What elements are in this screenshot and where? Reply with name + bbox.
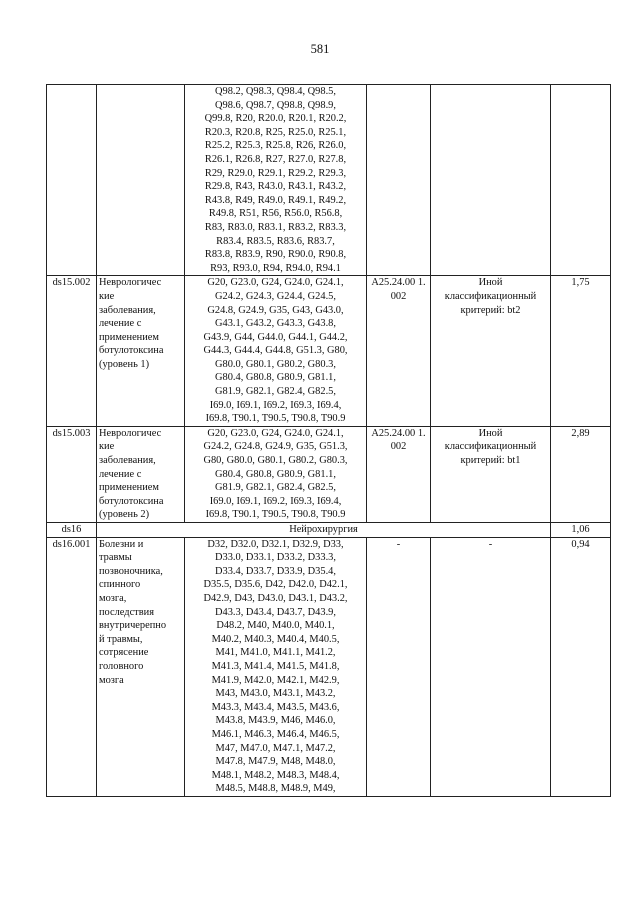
kpg-name-line: (уровень 2) [99, 509, 150, 521]
service-code-cell [367, 537, 431, 796]
other-criterion-cell [431, 426, 551, 522]
mkb-codes-line: R20.3, R20.8, R25, R25.0, R25.1, [204, 126, 347, 138]
kpg-name-line: й травмы, [99, 633, 143, 645]
kpg-code: ds16.001 [52, 538, 91, 550]
mkb-codes-line: R29.8, R43, R43.0, R43.1, R43.2, [204, 181, 347, 193]
table-row [47, 537, 611, 796]
mkb-codes-cell [185, 426, 367, 522]
mkb-codes-line: I69.0, I69.1, I69.2, I69.3, I69.4, [209, 495, 342, 507]
mkb-codes-line: D42.9, D43, D43.0, D43.1, D43.2, [203, 592, 348, 604]
coefficient-cell [551, 426, 611, 522]
service-code-cell [367, 276, 431, 427]
section-title: Нейрохирургия [289, 524, 358, 535]
kpg-name-line: лечение с [99, 318, 142, 330]
mkb-codes-line: D32, D32.0, D32.1, D32.9, D33, [207, 538, 344, 550]
mkb-codes-line: R43.8, R49, R49.0, R49.1, R49.2, [204, 194, 347, 206]
kpg-name-line: ботулотоксина [99, 345, 164, 357]
mkb-codes-line: G80.4, G80.8, G80.9, G81.1, [215, 372, 336, 384]
coefficient-cell [551, 85, 611, 276]
section-code: ds16 [61, 524, 82, 535]
mkb-codes-line: G80, G80.0, G80.1, G80.2, G80.3, [203, 455, 348, 467]
kpg-name-line: Болезни и [99, 538, 144, 550]
mkb-codes-line: M48.5, M48.8, M48.9, M49, [215, 783, 336, 795]
coefficient: 1,75 [571, 277, 590, 289]
mkb-codes-cell [185, 276, 367, 427]
service-code: A25.24.00 1.002 [371, 277, 426, 302]
kpg-name-line: мозга [99, 674, 124, 686]
service-code: A25.24.00 1.002 [371, 427, 426, 453]
kpg-code-cell [47, 276, 97, 427]
page-number: 581 [310, 42, 330, 56]
kpg-name-line: травмы [99, 552, 132, 564]
mkb-codes-line: G20, G23.0, G24, G24.0, G24.1, [207, 427, 344, 439]
kpg-name-line: заболевания, [99, 455, 156, 467]
kpg-name-line: последствия [99, 606, 154, 618]
tariff-table [46, 84, 611, 797]
service-code: - [396, 538, 401, 550]
kpg-code-cell [47, 537, 97, 796]
mkb-codes-line: M47, M47.0, M47.1, M47.2, [215, 742, 336, 754]
mkb-codes-line: G20, G23.0, G24, G24.0, G24.1, [207, 277, 344, 289]
mkb-codes-line: G24.2, G24.8, G24.9, G35, G51.3, [203, 441, 348, 453]
table-row [47, 426, 611, 522]
mkb-codes-line: R49.8, R51, R56, R56.0, R56.8, [208, 208, 343, 220]
kpg-name-line: лечение с [99, 468, 142, 480]
mkb-codes-line: G44.3, G44.4, G44.8, G51.3, G80, [203, 345, 348, 357]
table-row [47, 85, 611, 276]
mkb-codes-line: G24.8, G24.9, G35, G43, G43.0, [207, 304, 344, 316]
mkb-codes-line: R26.1, R26.8, R27, R27.0, R27.8, [204, 153, 347, 165]
kpg-name-line: спинного [99, 579, 141, 591]
mkb-codes-line: R83.4, R83.5, R83.6, R83.7, [216, 235, 335, 247]
mkb-codes-line: R83, R83.0, R83.1, R83.2, R83.3, [204, 221, 347, 233]
mkb-codes-line: G81.9, G82.1, G82.4, G82.5, [215, 386, 336, 398]
mkb-codes-line: D35.5, D35.6, D42, D42.0, D42.1, [203, 579, 348, 591]
kpg-name-line: мозга, [99, 592, 127, 604]
mkb-codes-line: M48.1, M48.2, M48.3, M48.4, [211, 769, 340, 781]
kpg-name-line: Неврологичес [99, 427, 162, 439]
section-row [47, 523, 611, 538]
mkb-codes-line: D43.3, D43.4, D43.7, D43.9, [215, 606, 336, 618]
mkb-codes-line: D33.0, D33.1, D33.2, D33.3, [215, 552, 336, 564]
kpg-name-line: применением [99, 331, 159, 343]
mkb-codes-line: M43.3, M43.4, M43.5, M43.6, [211, 701, 340, 713]
kpg-name-cell [97, 85, 185, 276]
kpg-name-line: кие [99, 441, 115, 453]
other-criterion: Иной классификационный критерий: bt1 [444, 427, 537, 467]
coefficient: 0,94 [571, 538, 590, 550]
kpg-name-line: головного [99, 660, 144, 672]
mkb-codes-line: I69.0, I69.1, I69.2, I69.3, I69.4, [209, 399, 342, 411]
service-code-cell [367, 426, 431, 522]
kpg-name-line: кие [99, 290, 115, 302]
mkb-codes-line: Q99.8, R20, R20.0, R20.1, R20.2, [204, 113, 347, 125]
section-title-cell [97, 523, 551, 538]
kpg-name-line: сотрясение [99, 647, 149, 659]
other-criterion: Иной классификационный критерий: bt2 [444, 277, 537, 316]
kpg-code: ds15.003 [52, 427, 91, 439]
coefficient: 2,89 [571, 427, 590, 439]
mkb-codes-line: I69.8, T90.1, T90.5, T90.8, T90.9 [205, 413, 346, 425]
mkb-codes-line: R25.2, R25.3, R25.8, R26, R26.0, [204, 140, 347, 152]
other-criterion: - [488, 538, 493, 550]
mkb-codes-line: Q98.2, Q98.3, Q98.4, Q98.5, [215, 86, 336, 97]
mkb-codes-line: M43.8, M43.9, M46, M46.0, [215, 715, 336, 727]
kpg-code-cell [47, 85, 97, 276]
kpg-code-cell [47, 426, 97, 522]
mkb-codes-line: M41.9, M42.0, M42.1, M42.9, [211, 674, 340, 686]
mkb-codes-line: G80.4, G80.8, G80.9, G81.1, [215, 468, 336, 480]
mkb-codes-line: D48.2, M40, M40.0, M40.1, [216, 620, 335, 632]
table-row [47, 276, 611, 427]
mkb-codes-line: G43.1, G43.2, G43.3, G43.8, [215, 318, 336, 330]
section-code-cell [47, 523, 97, 538]
mkb-codes-cell [185, 85, 367, 276]
mkb-codes-line: R93, R93.0, R94, R94.0, R94.1 [210, 262, 341, 274]
other-criterion-cell [431, 537, 551, 796]
other-criterion-cell [431, 85, 551, 276]
mkb-codes-line: M40.2, M40.3, M40.4, M40.5, [211, 633, 340, 645]
kpg-name-cell [97, 426, 185, 522]
mkb-codes-line: R29, R29.0, R29.1, R29.2, R29.3, [204, 167, 347, 179]
kpg-name-line: позвоночника, [99, 565, 163, 577]
table-body [47, 85, 611, 797]
section-coefficient: 1,06 [571, 524, 590, 535]
mkb-codes-line: G24.2, G24.3, G24.4, G24.5, [215, 290, 336, 302]
kpg-name-cell [97, 537, 185, 796]
mkb-codes-line: Q98.6, Q98.7, Q98.8, Q98.9, [215, 99, 336, 111]
other-criterion-cell [431, 276, 551, 427]
kpg-name-line: заболевания, [99, 304, 156, 316]
mkb-codes-line: G81.9, G82.1, G82.4, G82.5, [215, 482, 336, 494]
service-code-cell [367, 85, 431, 276]
mkb-codes-line: M43, M43.0, M43.1, M43.2, [215, 688, 336, 700]
mkb-codes-line: M41.3, M41.4, M41.5, M41.8, [211, 660, 340, 672]
section-coefficient-cell [551, 523, 611, 538]
mkb-codes-line: G43.9, G44, G44.0, G44.1, G44.2, [203, 331, 348, 343]
kpg-name-line: применением [99, 482, 159, 494]
kpg-name-line: Неврологичес [99, 277, 162, 289]
mkb-codes-line: M46.1, M46.3, M46.4, M46.5, [211, 728, 340, 740]
mkb-codes-cell [185, 537, 367, 796]
mkb-codes-line: I69.8, T90.1, T90.5, T90.8, T90.9 [205, 509, 346, 521]
mkb-codes-line: D33.4, D33.7, D33.9, D35.4, [215, 565, 336, 577]
kpg-name-cell [97, 276, 185, 427]
mkb-codes-line: M47.8, M47.9, M48, M48.0, [215, 756, 336, 768]
mkb-codes-line: R83.8, R83.9, R90, R90.0, R90.8, [204, 249, 347, 261]
coefficient-cell [551, 537, 611, 796]
kpg-name-line: ботулотоксина [99, 495, 164, 507]
kpg-name-line: (уровень 1) [99, 358, 150, 370]
mkb-codes-line: M41, M41.0, M41.1, M41.2, [215, 647, 336, 659]
kpg-name-line: внутричерепно [99, 620, 167, 632]
mkb-codes-line: G80.0, G80.1, G80.2, G80.3, [215, 358, 336, 370]
kpg-code: ds15.002 [52, 277, 91, 289]
coefficient-cell [551, 276, 611, 427]
